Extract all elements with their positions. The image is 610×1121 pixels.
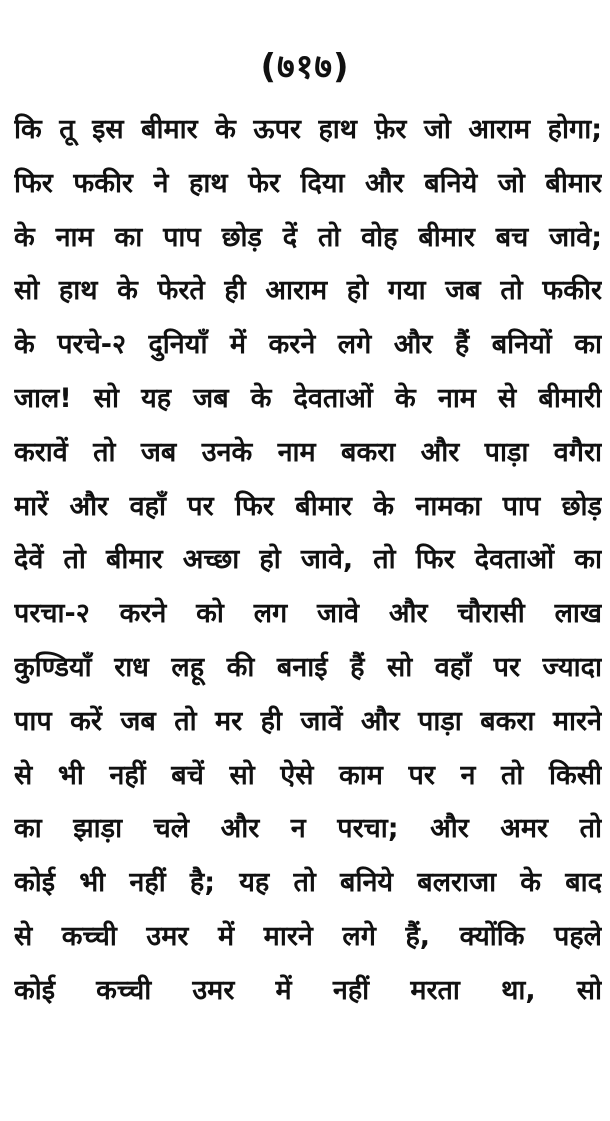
- text-line-1: कि तू इस बीमार के ऊपर हाथ फ़ेर जो आराम होगा;: [14, 114, 602, 145]
- text-line-9: देवें तो बीमार अच्छा हो जावे, तो फिर देवताओं का: [14, 544, 602, 576]
- text-line-14: का झाड़ा चले और न परचा; और अमर तो: [14, 813, 602, 845]
- text-line-8: मारें और वहाँ पर फिर बीमार के नामका पाप छोड़: [14, 490, 602, 522]
- text-line-15: कोई भी नहीं है; यह तो बनिये बलराजा के बाद: [14, 867, 602, 899]
- text-line-17: कोई कच्ची उमर में नहीं मरता था, सो: [14, 974, 602, 1006]
- text-line-10: परचा-२ करने को लग जावे और चौरासी लाख: [14, 598, 602, 630]
- page-number: (७१७): [260, 47, 350, 87]
- text-line-4: सो हाथ के फेरते ही आराम हो गया जब तो फकीर: [14, 275, 602, 307]
- text-line-3: के नाम का पाप छोड़ दें तो वोह बीमार बच जावे;: [14, 221, 602, 253]
- text-line-5: के परचे-२ दुनियाँ में करने लगे और हैं बनियों का: [14, 329, 602, 361]
- body-text: [14, 103, 602, 1018]
- text-line-16: से कच्ची उमर में मारने लगे हैं, क्योंकि पहले: [14, 920, 602, 952]
- text-line-12: पाप करें जब तो मर ही जावें और पाड़ा बकरा मारने: [14, 705, 602, 737]
- text-line-13: से भी नहीं बचें सो ऐसे काम पर न तो किसी: [14, 759, 602, 791]
- text-line-2: फिर फकीर ने हाथ फेर दिया और बनिये जो बीमार: [14, 167, 602, 199]
- text-line-11: कुण्डियाँ राध लहू की बनाई हैं सो वहाँ पर ज्यादा: [14, 651, 602, 683]
- text-line-6: जाल! सो यह जब के देवताओं के नाम से बीमारी: [14, 382, 602, 414]
- text-line-7: करावें तो जब उनके नाम बकरा और पाड़ा वगैरा: [14, 436, 602, 468]
